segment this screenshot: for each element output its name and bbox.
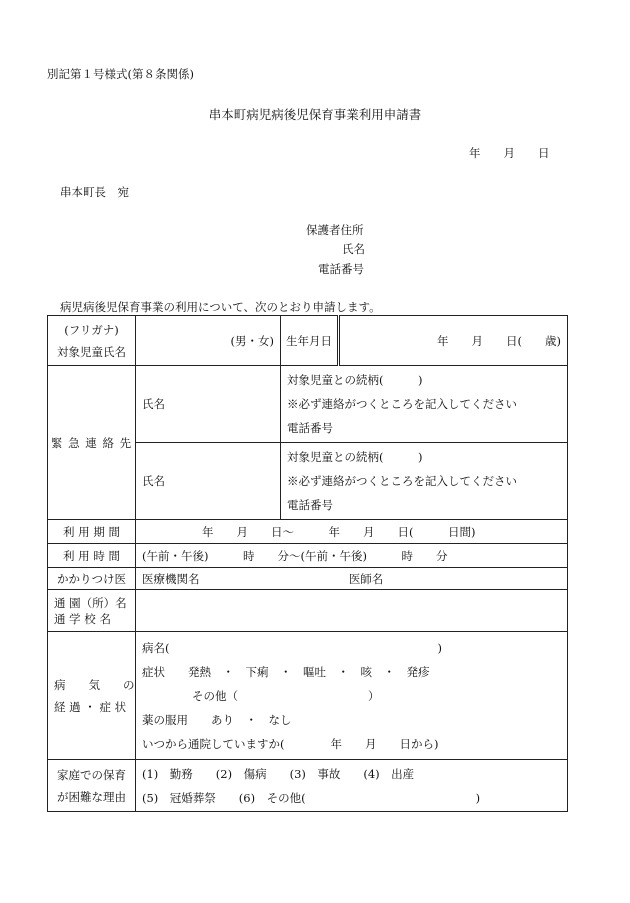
application-table	[47, 315, 568, 812]
period-field[interactable]: 年 月 日～ 年 月 日( 日間)	[136, 520, 568, 544]
reason-line1[interactable]: (1) 勤務 (2) 傷病 (3) 事故 (4) 出産	[142, 766, 415, 781]
illness-details[interactable]	[136, 632, 568, 760]
school-label	[48, 590, 136, 632]
school-row	[48, 590, 568, 632]
time-row	[48, 544, 568, 568]
relation-field[interactable]: 対象児童との続柄( )	[287, 450, 423, 464]
application-date: 年 月 日	[469, 146, 550, 160]
emergency-contact-label: 緊 急 連 絡 先	[48, 366, 136, 520]
school-field[interactable]	[136, 590, 568, 632]
contact-note: ※必ず連絡がつくところを記入してください	[287, 474, 517, 488]
guardian-address-label: 保護者住所	[306, 223, 364, 237]
disease-name-field[interactable]	[142, 636, 561, 660]
emergency-name-label: 氏名	[142, 397, 165, 411]
other-label: その他（	[192, 688, 238, 703]
other-close: ）	[368, 688, 380, 703]
time-label: 利 用 時 間	[48, 544, 136, 568]
illness-row	[48, 632, 568, 760]
doctor-name-label: 医師名	[348, 571, 384, 586]
other-symptoms-field[interactable]	[142, 684, 561, 708]
reason-label	[48, 760, 136, 812]
intro-text: 病児病後児保育事業の利用について、次のとおり申請します。	[60, 300, 381, 314]
illness-label-line2: 経 過 ・ 症 状	[54, 699, 127, 714]
phone-field[interactable]: 電話番号	[287, 421, 333, 435]
guardian-name-label: 氏名	[342, 242, 365, 256]
visit-since-field[interactable]: いつから通院していますか( 年 月 日から)	[142, 736, 439, 751]
illness-label-line1: 病 気 の	[54, 677, 135, 692]
doctor-row	[48, 568, 568, 590]
reason-other-label: (5) 冠婚葬祭 (6) その他(	[142, 790, 306, 805]
institution-label: 医療機関名	[142, 571, 200, 586]
period-row	[48, 520, 568, 544]
emergency-contact-row	[48, 366, 568, 443]
relation-field[interactable]: 対象児童との続柄( )	[287, 373, 423, 387]
child-row	[48, 316, 568, 366]
child-name-label-text: 対象児童氏名	[57, 344, 126, 359]
period-label: 利 用 期 間	[48, 520, 136, 544]
school-label-text: 通 学 校 名	[54, 611, 111, 626]
phone-field[interactable]: 電話番号	[287, 498, 333, 512]
contact-note: ※必ず連絡がつくところを記入してください	[287, 397, 517, 411]
reason-label-line2: が困難な理由	[57, 789, 126, 804]
reason-row	[48, 760, 568, 812]
reason-other-close: )	[475, 790, 481, 805]
emergency-details[interactable]	[281, 366, 568, 443]
guardian-phone-label: 電話番号	[318, 262, 364, 276]
disease-close: )	[437, 640, 442, 655]
form-number: 別記第１号様式(第８条関係)	[47, 67, 194, 81]
doctor-field[interactable]	[136, 568, 568, 590]
emergency-details[interactable]	[281, 443, 568, 520]
page-title: 串本町病児病後児保育事業利用申請書	[208, 107, 422, 122]
reason-options[interactable]	[136, 760, 568, 812]
gender-field[interactable]: (男・女)	[136, 316, 281, 366]
emergency-name-field[interactable]	[136, 366, 281, 443]
emergency-name-label: 氏名	[142, 474, 165, 488]
emergency-name-field[interactable]	[136, 443, 281, 520]
reason-label-line1: 家庭での保育	[57, 767, 126, 782]
birth-date-label: 生年月日	[281, 316, 339, 366]
child-name-label	[48, 316, 136, 366]
reason-line2[interactable]	[142, 786, 561, 810]
doctor-label: かかりつけ医	[48, 568, 136, 590]
furigana-label: (フリガナ)	[64, 322, 119, 337]
medication-field[interactable]: 薬の服用 あり ・ なし	[142, 712, 292, 727]
birth-date-field[interactable]: 年 月 日( 歳)	[339, 316, 568, 366]
nursery-label: 通 園（所）名	[54, 595, 127, 610]
time-field[interactable]: (午前・午後) 時 分～(午前・午後) 時 分	[136, 544, 568, 568]
illness-label	[48, 632, 136, 760]
disease-label: 病名(	[142, 640, 170, 655]
addressee: 串本町長 宛	[60, 185, 129, 199]
symptoms-field[interactable]: 症状 発熱 ・ 下痢 ・ 嘔吐 ・ 咳 ・ 発疹	[142, 664, 430, 679]
